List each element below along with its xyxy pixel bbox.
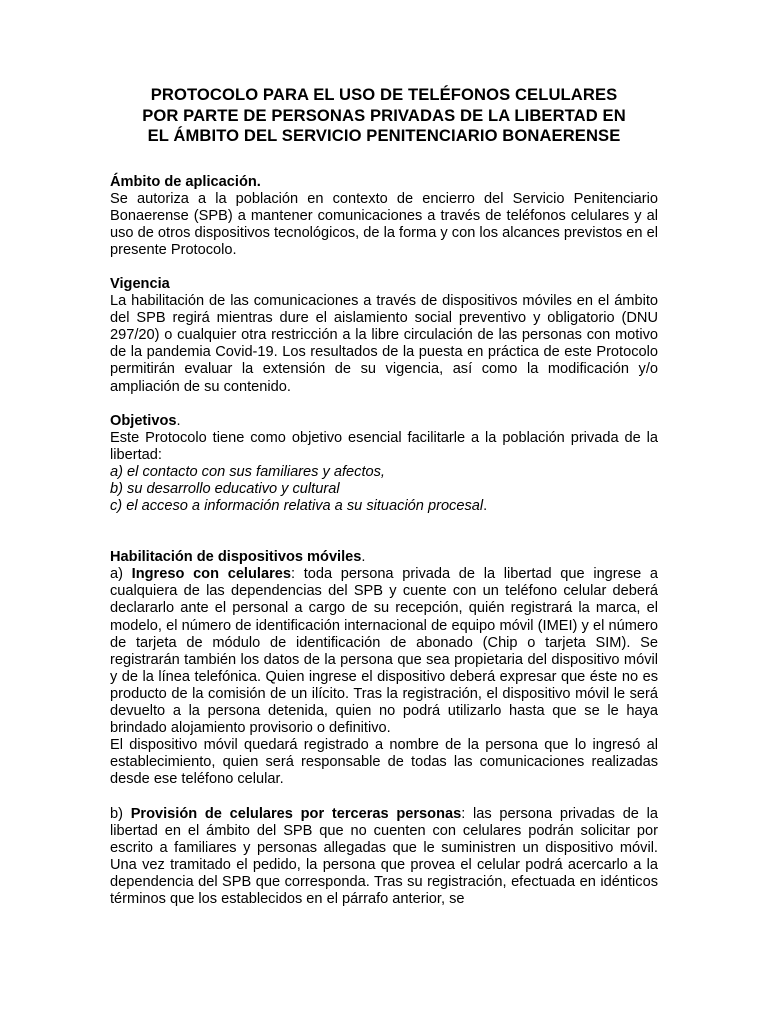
section-heading xyxy=(110,549,658,566)
heading-text: Habilitación de dispositivos móviles xyxy=(110,549,362,566)
title-line-2: POR PARTE DE PERSONAS PRIVADAS DE LA LIBERTAD EN xyxy=(142,105,626,125)
section-heading: Vigencia xyxy=(110,275,170,292)
section-paragraph: La habilitación de las comunicaciones a través de dispositivos móviles en el ámbito del SPB regirá mientras dure el aislamiento social preventivo y obligatorio (DNU 297/20) o cualquier otra restricción a la libre circulación de las personas con motivo de la pandemia Covid-19. Los resultados de la puesta en práctica de este Protocolo permitirán evaluar la extensión de su vigencia, así como la modificación y/o ampliación de su contenido. xyxy=(110,293,658,395)
spacer xyxy=(110,396,658,413)
item-bold-label: Provisión de celulares por terceras personas xyxy=(130,805,462,822)
section-paragraph xyxy=(110,806,658,909)
section-paragraph: El dispositivo móvil quedará registrado a nombre de la persona que lo ingresó al establecimiento, quien será responsable de todas las comunicaciones realizadas desde ese teléfono celular. xyxy=(110,737,658,788)
spacer xyxy=(110,789,658,806)
item-bold-label: Ingreso con celulares xyxy=(131,566,291,583)
section-habilitacion xyxy=(110,549,658,908)
item-text: : las persona privadas de la libertad en el ámbito del SPB que no cuenten con celulares podrán solicitar por escrito a familiares y personas allegadas que le suministren un dispositivo móvil. Una vez tramitado el pedido, la persona que provea el celular podrá acercarlo a la dependencia del SPB que corresponda. Tras su registración, efectuada en idénticos términos que los establecidos en el párrafo anterior, se xyxy=(110,805,658,907)
document-page xyxy=(110,85,658,908)
spacer xyxy=(110,259,658,276)
heading-text: Objetivos xyxy=(110,412,177,429)
section-objetivos xyxy=(110,413,658,516)
item-text: : toda persona privada de la libertad que ingrese a cualquiera de las dependencias del SPB y cuente con un teléfono celular deberá declararlo ante el personal a cargo de su recepción, quién registrará la marca, el modelo, el número de identificación internacional de equipo móvil (IMEI) y el número de tarjeta de módulo de identificación de abonado (Chip o tarjeta SIM). Se registrarán también los datos de la persona que sea propietaria del dispositivo móvil y de la línea telefónica. Quien ingrese el dispositivo deberá expresar que éste no es producto de la comisión de un ilícito. Tras la registración, el dispositivo móvil le será devuelto a la persona detenida, quien no podrá utilizarlo hasta que se le haya brindado alojamiento provisorio o definitivo. xyxy=(110,566,658,737)
heading-punct: . xyxy=(361,549,366,566)
title-line-3: EL ÁMBITO DEL SERVICIO PENITENCIARIO BONAERENSE xyxy=(147,126,621,145)
list-item xyxy=(110,498,658,515)
section-heading xyxy=(110,413,658,430)
list-item-text: c) el acceso a información relativa a su situación procesal xyxy=(110,498,484,515)
section-paragraph: Se autoriza a la población en contexto de encierro del Servicio Penitenciario Bonaerense (SPB) a mantener comunicaciones a través de teléfonos celulares y al uso de otros dispositivos tecnológicos, de la forma y con los alcances previstos en el presente Protocolo. xyxy=(110,190,658,258)
item-prefix: a) xyxy=(110,566,132,583)
list-item: b) su desarrollo educativo y cultural xyxy=(110,481,340,497)
spacer xyxy=(110,515,658,549)
document-title xyxy=(110,85,658,147)
section-paragraph: Este Protocolo tiene como objetivo esencial facilitarle a la población privada de la libertad: xyxy=(110,429,658,463)
section-ambito xyxy=(110,174,658,259)
title-line-1: PROTOCOLO PARA EL USO DE TELÉFONOS CELULARES xyxy=(150,85,618,104)
section-heading: Ámbito de aplicación. xyxy=(110,173,261,190)
list-item: a) el contacto con sus familiares y afectos, xyxy=(110,463,385,480)
section-vigencia xyxy=(110,276,658,396)
section-paragraph xyxy=(110,566,658,737)
list-item-punct: . xyxy=(483,498,488,515)
heading-punct: . xyxy=(176,412,181,429)
item-prefix: b) xyxy=(110,805,131,822)
